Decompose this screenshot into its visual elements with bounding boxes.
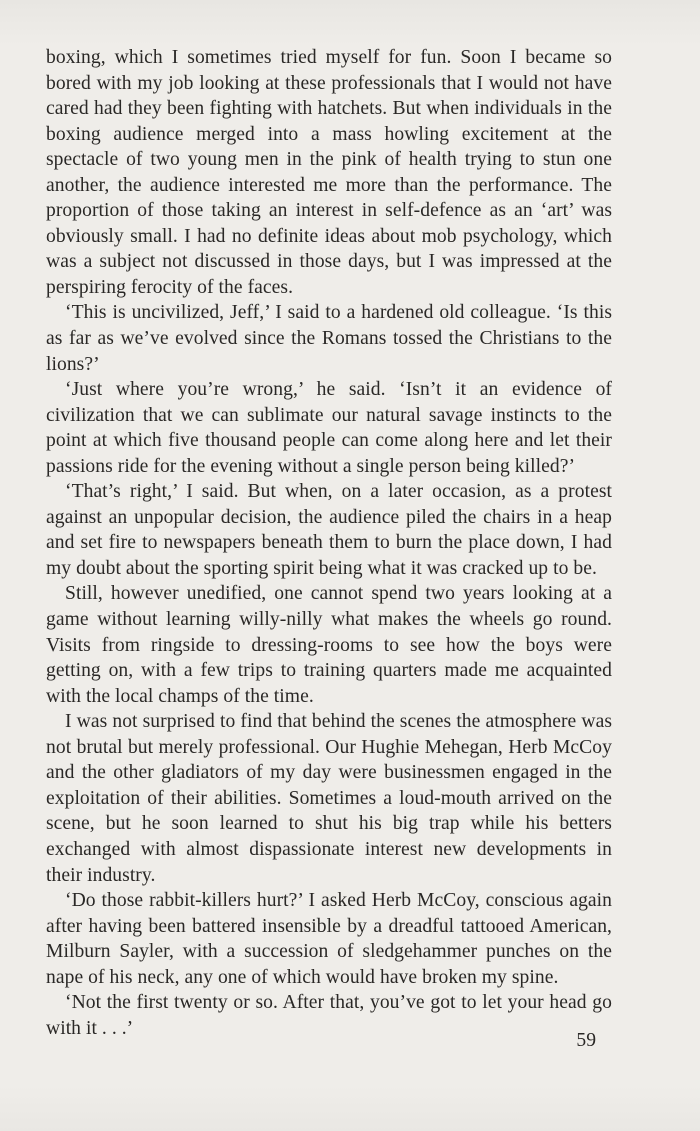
paragraph-3: ‘Just where you’re wrong,’ he said. ‘Isn’t it an evidence of civilization that we can sublimate our natural savage instincts to the point at which five thousand people can come along here and let their passions ride for the evening without a single person being killed?’ [46, 379, 612, 477]
body-text [46, 45, 612, 1041]
paragraph-6: I was not surprised to find that behind the scenes the atmosphere was not brutal but merely professional. Our Hughie Mehegan, Herb McCoy and the other gladiators of my day were businessmen engaged in the exploitation of their abilities. Sometimes a loud-mouth arrived on the scene, but he soon learned to shut his big trap while his betters exchanged with almost dispassionate interest new developments in their industry. [46, 711, 612, 886]
paragraph-8: ‘Not the first twenty or so. After that, you’ve got to let your head go with it . . .’ [46, 992, 612, 1039]
paragraph-2: ‘This is uncivilized, Jeff,’ I said to a hardened old colleague. ‘Is this as far as we’ve evolved since the Romans tossed the Christians to the lions?’ [46, 302, 612, 375]
paragraph-4: ‘That’s right,’ I said. But when, on a later occasion, as a protest against an unpopular decision, the audience piled the chairs in a heap and set fire to newspapers beneath them to burn the place down, I had my doubt about the sporting spirit being what it was cracked up to be. [46, 481, 612, 579]
paragraph-7: ‘Do those rabbit-killers hurt?’ I asked Herb McCoy, conscious again after having been battered insensible by a dreadful tattooed American, Milburn Sayler, with a succession of sledgehammer punches on the nape of his neck, any one of which would have broken my spine. [46, 890, 612, 988]
page-number: 59 [576, 1030, 596, 1051]
paragraph-5: Still, however unedified, one cannot spend two years looking at a game without learning willy-nilly what makes the wheels go round. Visits from ringside to dressing-rooms to see how the boys were getting on, with a few trips to training quarters made me acquainted with the local champs of the time. [46, 583, 612, 707]
paragraph-1: boxing, which I sometimes tried myself for fun. Soon I became so bored with my job looking at these professionals that I would not have cared had they been fighting with hatchets. But when individuals in the boxing audience merged into a mass howling excitement at the spectacle of two young men in the pink of health trying to stun one another, the audience interested me more than the performance. The proportion of those taking an interest in self-defence as an ‘art’ was obviously small. I had no definite ideas about mob psychology, which was a subject not discussed in those days, but I was impressed at the perspiring ferocity of the faces. [46, 47, 612, 298]
